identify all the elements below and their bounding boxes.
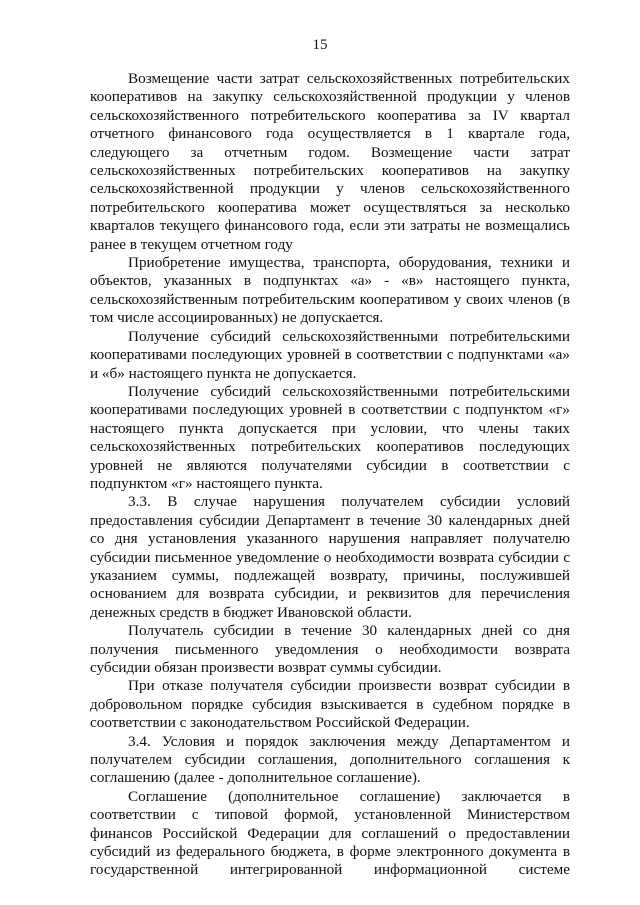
paragraph-property-acquisition: Приобретение имущества, транспорта, оборудования, техники и объектов, указанных в подпунктах «а» - «в» настоящего пункта, сельскохозяйственным потребительским кооперативом у своих членов (в том числе ассоциированных) не допускается.	[90, 254, 570, 327]
paragraph-agreement-form: Соглашение (дополнительное соглашение) заключается в соответствии с типовой формой, установленной Министерством финансов Российской Федерации для соглашений о предоставлении субсидий из федерального бюджета, в форме электронного документа в государственной интегрированной информационной системе	[90, 787, 570, 879]
paragraph-subsidies-g: Получение субсидий сельскохозяйственными потребительскими кооперативами последующих уровней в соответствии с подпунктом «г» настоящего пункта допускается при условии, что члены таких сельскохозяйственных потребительских кооперативов последующих уровней не являются получателями субсидии в соответствии с подпунктом «г» настоящего пункта.	[90, 382, 570, 492]
paragraph-refusal-court: При отказе получателя субсидии произвести возврат субсидии в добровольном порядке субсидия взыскивается в судебном порядке в соответствии с законодательством Российской Федерации.	[90, 677, 570, 732]
paragraph-subsidies-a-b: Получение субсидий сельскохозяйственными потребительскими кооперативами последующих уровней в соответствии с подпунктами «а» и «б» настоящего пункта не допускается.	[90, 327, 570, 382]
document-body	[90, 70, 570, 880]
paragraph-3-3-violation: 3.3. В случае нарушения получателем субсидии условий предоставления субсидии Департамент в течение 30 календарных дней со дня установления указанного нарушения направляет получателю субсидии письменное уведомление о необходимости возврата субсидии с указанием суммы, подлежащей возврату, причины, послужившей основанием для возврата субсидии, и реквизитов для перечисления денежных средств в бюджет Ивановской области.	[90, 493, 570, 621]
paragraph-reimbursement-costs: Возмещение части затрат сельскохозяйственных потребительских кооперативов на закупку сельскохозяйственной продукции у членов сельскохозяйственного потребительского кооператива за IV квартал отчетного финансового года осуществляется в 1 квартале года, следующего за отчетным годом. Возмещение части затрат сельскохозяйственных потребительских кооперативов на закупку сельскохозяйственной продукции у членов сельскохозяйственного потребительского кооператива может осуществляться за несколько кварталов текущего финансового года, если эти затраты не возмещались ранее в текущем отчетном году	[90, 70, 570, 253]
paragraph-refund-30-days: Получатель субсидии в течение 30 календарных дней со дня получения письменного уведомления о необходимости возврата субсидии обязан произвести возврат суммы субсидии.	[90, 622, 570, 676]
page-number: 15	[312, 37, 328, 53]
paragraph-3-4-agreement-terms: 3.4. Условия и порядок заключения между Департаментом и получателем субсидии соглашения, дополнительного соглашения к соглашению (далее - дополнительное соглашение).	[90, 732, 570, 787]
